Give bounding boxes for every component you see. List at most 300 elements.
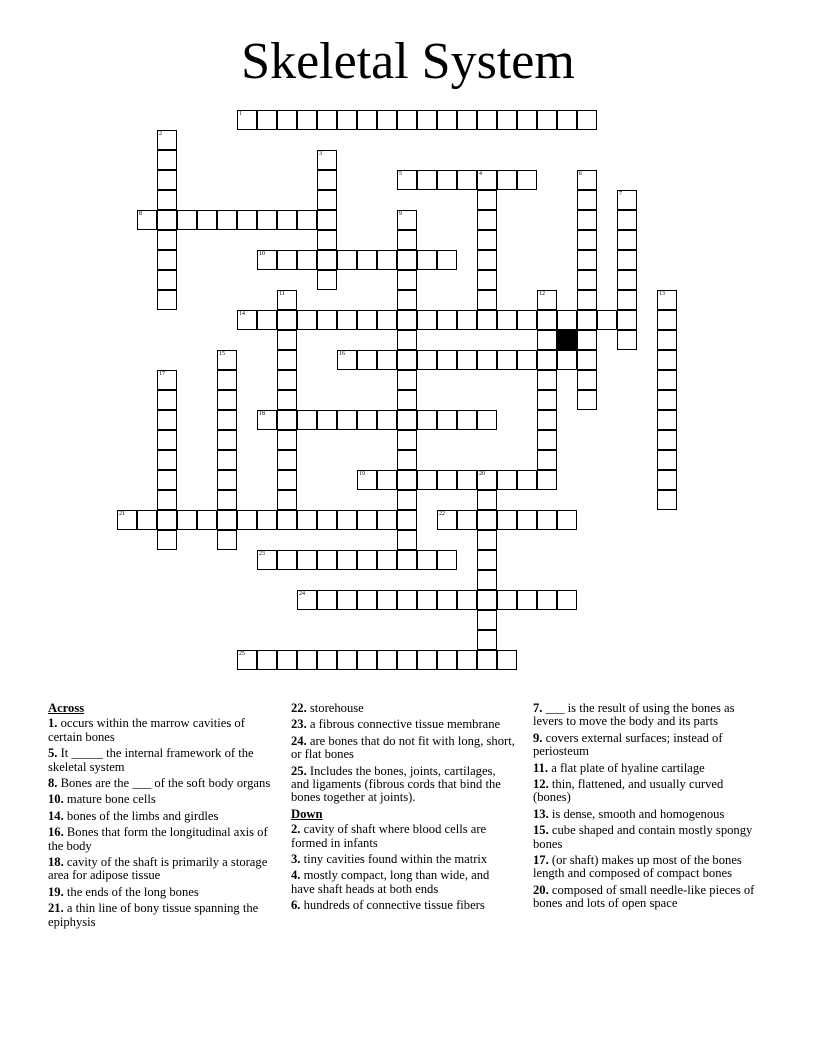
grid-cell[interactable] [297, 310, 317, 330]
grid-cell[interactable] [157, 390, 177, 410]
grid-cell[interactable] [317, 110, 337, 130]
grid-cell[interactable] [277, 650, 297, 670]
grid-cell[interactable] [257, 550, 277, 570]
grid-cell[interactable] [397, 590, 417, 610]
grid-cell[interactable] [557, 590, 577, 610]
across-clue [48, 717, 273, 744]
grid-cell[interactable] [157, 130, 177, 150]
grid-cell[interactable] [657, 470, 677, 490]
grid-cell[interactable] [457, 410, 477, 430]
grid-cell[interactable] [437, 410, 457, 430]
grid-cell[interactable] [297, 650, 317, 670]
grid-cell[interactable] [217, 430, 237, 450]
grid-cell[interactable] [397, 390, 417, 410]
grid-cell[interactable] [477, 270, 497, 290]
grid-cell[interactable] [417, 470, 437, 490]
grid-cell[interactable] [397, 270, 417, 290]
grid-cell[interactable] [297, 550, 317, 570]
clue-number-label: 4. [291, 868, 301, 883]
grid-cell[interactable] [417, 410, 437, 430]
grid-cell[interactable] [357, 510, 377, 530]
grid-cell[interactable] [277, 430, 297, 450]
grid-cell[interactable] [297, 410, 317, 430]
clue-text: tiny cavities found within the matrix [300, 852, 488, 867]
grid-cell[interactable] [157, 150, 177, 170]
grid-cell[interactable] [397, 330, 417, 350]
grid-cell[interactable] [277, 470, 297, 490]
grid-cell[interactable] [477, 610, 497, 630]
grid-cell[interactable] [577, 370, 597, 390]
grid-cell[interactable] [417, 110, 437, 130]
grid-cell[interactable] [657, 350, 677, 370]
grid-cell[interactable] [277, 410, 297, 430]
grid-cell[interactable] [397, 410, 417, 430]
grid-cell[interactable] [497, 170, 517, 190]
grid-cell[interactable] [317, 190, 337, 210]
grid-cell[interactable] [277, 330, 297, 350]
grid-cell[interactable] [657, 490, 677, 510]
grid-cell[interactable] [537, 370, 557, 390]
grid-cell[interactable] [497, 470, 517, 490]
grid-cell[interactable] [617, 210, 637, 230]
grid-cell[interactable] [657, 450, 677, 470]
grid-cell[interactable] [497, 350, 517, 370]
grid-cell[interactable] [317, 410, 337, 430]
grid-cell[interactable] [477, 190, 497, 210]
grid-cell[interactable] [577, 170, 597, 190]
grid-cell[interactable] [277, 510, 297, 530]
clue-number: 10 [259, 251, 265, 257]
across-heading: Across [48, 701, 85, 715]
grid-cell[interactable] [317, 550, 337, 570]
grid-cell[interactable] [157, 370, 177, 390]
clue-number-label: 1. [48, 716, 58, 731]
grid-cell[interactable] [277, 310, 297, 330]
grid-cell[interactable] [237, 510, 257, 530]
grid-cell[interactable] [157, 430, 177, 450]
grid-cell[interactable] [477, 570, 497, 590]
grid-cell[interactable] [477, 310, 497, 330]
grid-cell[interactable] [617, 230, 637, 250]
grid-cell[interactable] [617, 330, 637, 350]
clue-number-label: 23. [291, 717, 307, 732]
grid-cell[interactable] [557, 510, 577, 530]
grid-cell[interactable] [557, 350, 577, 370]
grid-cell[interactable] [397, 370, 417, 390]
clue-text: mature bone cells [63, 792, 156, 807]
grid-cell[interactable] [257, 650, 277, 670]
grid-cell[interactable] [317, 150, 337, 170]
grid-cell[interactable] [377, 410, 397, 430]
grid-cell[interactable] [577, 230, 597, 250]
grid-cell[interactable] [297, 210, 317, 230]
grid-cell[interactable] [437, 110, 457, 130]
grid-cell[interactable] [377, 310, 397, 330]
grid-cell[interactable] [657, 310, 677, 330]
grid-cell[interactable] [317, 590, 337, 610]
grid-cell[interactable] [497, 310, 517, 330]
grid-cell[interactable] [417, 650, 437, 670]
clue-text: is dense, smooth and homogenous [548, 806, 725, 821]
grid-cell[interactable] [537, 330, 557, 350]
clue-text: ___ is the result of using the bones as levers to move the body and its parts [533, 701, 735, 729]
grid-cell[interactable] [277, 250, 297, 270]
grid-cell[interactable] [437, 650, 457, 670]
grid-cell[interactable] [317, 650, 337, 670]
grid-cell[interactable] [217, 470, 237, 490]
grid-cell[interactable] [477, 630, 497, 650]
grid-cell[interactable] [397, 490, 417, 510]
grid-cell[interactable] [197, 510, 217, 530]
grid-cell[interactable] [437, 470, 457, 490]
grid-cell[interactable] [257, 510, 277, 530]
grid-cell[interactable] [157, 490, 177, 510]
grid-cell[interactable] [537, 390, 557, 410]
grid-cell[interactable] [377, 110, 397, 130]
grid-cell[interactable] [657, 410, 677, 430]
clue-text: covers external surfaces; instead of periosteum [533, 730, 723, 759]
grid-cell[interactable] [157, 450, 177, 470]
grid-cell[interactable] [477, 490, 497, 510]
grid-cell[interactable] [317, 210, 337, 230]
grid-cell[interactable] [277, 350, 297, 370]
grid-cell[interactable] [577, 250, 597, 270]
across-clue [291, 718, 516, 731]
down-clue [533, 854, 763, 881]
grid-cell[interactable] [517, 470, 537, 490]
clue-number-label: 19. [48, 884, 64, 899]
grid-cell[interactable] [477, 470, 497, 490]
grid-cell[interactable] [297, 510, 317, 530]
down-clue [291, 823, 516, 850]
grid-cell[interactable] [537, 450, 557, 470]
grid-cell[interactable] [517, 510, 537, 530]
grid-cell[interactable] [297, 590, 317, 610]
grid-cell[interactable] [577, 310, 597, 330]
clue-number: 2 [159, 131, 162, 137]
grid-cell[interactable] [477, 510, 497, 530]
grid-cell[interactable] [577, 350, 597, 370]
grid-cell[interactable] [397, 290, 417, 310]
grid-cell[interactable] [397, 350, 417, 370]
grid-cell[interactable] [277, 210, 297, 230]
grid-cell[interactable] [117, 510, 137, 530]
grid-cell[interactable] [477, 590, 497, 610]
grid-cell[interactable] [657, 370, 677, 390]
grid-cell[interactable] [437, 310, 457, 330]
grid-cell[interactable] [257, 110, 277, 130]
clue-text: are bones that do not fit with long, short, or flat bones [291, 733, 515, 762]
grid-cell[interactable] [317, 170, 337, 190]
grid-cell[interactable] [617, 290, 637, 310]
grid-cell[interactable] [457, 590, 477, 610]
grid-cell[interactable] [497, 510, 517, 530]
across-clue [48, 886, 273, 899]
grid-cell[interactable] [337, 650, 357, 670]
clue-text: bones of the limbs and girdles [63, 808, 219, 823]
grid-cell[interactable] [477, 550, 497, 570]
grid-cell[interactable] [517, 170, 537, 190]
clue-number-label: 17. [533, 853, 549, 868]
grid-cell[interactable] [257, 310, 277, 330]
grid-cell[interactable] [537, 590, 557, 610]
clue-number-label: 16. [48, 825, 64, 840]
grid-cell[interactable] [457, 350, 477, 370]
grid-cell[interactable] [337, 250, 357, 270]
grid-cell[interactable] [397, 550, 417, 570]
grid-cell[interactable] [477, 650, 497, 670]
grid-cell[interactable] [377, 650, 397, 670]
grid-cell[interactable] [217, 450, 237, 470]
grid-cell[interactable] [657, 390, 677, 410]
grid-cell[interactable] [477, 170, 497, 190]
grid-cell[interactable] [337, 510, 357, 530]
grid-cell[interactable] [377, 510, 397, 530]
grid-cell[interactable] [477, 230, 497, 250]
grid-cell[interactable] [237, 650, 257, 670]
grid-cell[interactable] [617, 250, 637, 270]
grid-cell[interactable] [157, 210, 177, 230]
grid-cell[interactable] [497, 110, 517, 130]
grid-cell[interactable] [537, 470, 557, 490]
grid-cell[interactable] [377, 550, 397, 570]
grid-cell[interactable] [397, 510, 417, 530]
grid-cell[interactable] [257, 410, 277, 430]
grid-cell[interactable] [217, 490, 237, 510]
clue-number: 14 [239, 311, 245, 317]
grid-cell[interactable] [357, 550, 377, 570]
grid-cell[interactable] [557, 310, 577, 330]
grid-cell[interactable] [577, 390, 597, 410]
grid-cell[interactable] [337, 590, 357, 610]
grid-cell[interactable] [337, 550, 357, 570]
grid-cell[interactable] [137, 510, 157, 530]
grid-cell[interactable] [397, 450, 417, 470]
grid-cell[interactable] [537, 290, 557, 310]
grid-cell[interactable] [337, 310, 357, 330]
clue-number-label: 13. [533, 806, 549, 821]
grid-cell[interactable] [517, 590, 537, 610]
grid-cell[interactable] [337, 410, 357, 430]
grid-cell[interactable] [317, 310, 337, 330]
grid-cell[interactable] [437, 550, 457, 570]
grid-cell[interactable] [277, 290, 297, 310]
grid-cell[interactable] [477, 110, 497, 130]
clue-number-label: 21. [48, 901, 64, 916]
grid-cell[interactable] [297, 250, 317, 270]
grid-cell[interactable] [417, 310, 437, 330]
grid-cell[interactable] [217, 390, 237, 410]
grid-cell[interactable] [517, 350, 537, 370]
grid-cell[interactable] [237, 210, 257, 230]
grid-cell[interactable] [317, 250, 337, 270]
down-clue [533, 778, 763, 805]
grid-cell[interactable] [657, 330, 677, 350]
grid-cell[interactable] [357, 410, 377, 430]
grid-cell[interactable] [277, 390, 297, 410]
grid-cell[interactable] [217, 370, 237, 390]
grid-cell[interactable] [237, 110, 257, 130]
clue-text: Includes the bones, joints, cartilages, and ligaments (fibrous cords that bind the bones together at joints). [291, 763, 501, 805]
grid-cell[interactable] [157, 170, 177, 190]
grid-cell[interactable] [377, 250, 397, 270]
grid-cell[interactable] [317, 230, 337, 250]
grid-cell[interactable] [377, 470, 397, 490]
grid-cell[interactable] [537, 410, 557, 430]
grid-cell[interactable] [517, 110, 537, 130]
clue-text: storehouse [306, 701, 364, 715]
grid-cell[interactable] [397, 430, 417, 450]
clue-number: 5 [399, 171, 402, 177]
grid-cell[interactable] [397, 530, 417, 550]
grid-cell[interactable] [477, 250, 497, 270]
grid-cell[interactable] [157, 190, 177, 210]
grid-cell[interactable] [337, 110, 357, 130]
clue-column-1 [48, 702, 273, 932]
grid-cell[interactable] [397, 650, 417, 670]
grid-cell[interactable] [357, 310, 377, 330]
grid-cell[interactable] [557, 110, 577, 130]
grid-cell[interactable] [577, 270, 597, 290]
grid-cell[interactable] [157, 410, 177, 430]
clue-text: a flat plate of hyaline cartilage [548, 760, 705, 775]
grid-cell[interactable] [457, 170, 477, 190]
grid-cell[interactable] [397, 170, 417, 190]
grid-cell[interactable] [537, 510, 557, 530]
clue-number-label: 18. [48, 855, 64, 870]
grid-cell[interactable] [417, 550, 437, 570]
grid-cell[interactable] [617, 270, 637, 290]
grid-cell[interactable] [357, 110, 377, 130]
grid-cell[interactable] [437, 250, 457, 270]
grid-cell[interactable] [537, 350, 557, 370]
grid-cell[interactable] [457, 310, 477, 330]
grid-cell[interactable] [497, 650, 517, 670]
grid-cell[interactable] [417, 590, 437, 610]
clue-number: 12 [539, 291, 545, 297]
clue-text: Bones that form the longitudinal axis of the body [48, 825, 268, 853]
grid-cell[interactable] [517, 310, 537, 330]
grid-cell[interactable] [157, 230, 177, 250]
grid-cell[interactable] [297, 110, 317, 130]
clue-number-label: 10. [48, 792, 64, 807]
clue-number: 16 [339, 351, 345, 357]
grid-cell[interactable] [397, 230, 417, 250]
grid-cell[interactable] [217, 350, 237, 370]
grid-cell[interactable] [577, 290, 597, 310]
grid-cell[interactable] [157, 270, 177, 290]
grid-cell[interactable] [577, 330, 597, 350]
clue-text: cavity of shaft where blood cells are formed in infants [291, 822, 487, 850]
grid-cell[interactable] [317, 510, 337, 530]
grid-cell[interactable] [417, 170, 437, 190]
grid-cell[interactable] [257, 210, 277, 230]
grid-cell[interactable] [457, 650, 477, 670]
grid-cell[interactable] [157, 290, 177, 310]
grid-cell[interactable] [477, 530, 497, 550]
clue-number-label: 11. [533, 760, 549, 775]
grid-cell[interactable] [397, 210, 417, 230]
grid-cell[interactable] [157, 250, 177, 270]
grid-cell[interactable] [357, 250, 377, 270]
grid-cell[interactable] [237, 310, 257, 330]
grid-cell[interactable] [477, 410, 497, 430]
grid-cell[interactable] [357, 590, 377, 610]
grid-cell[interactable] [357, 650, 377, 670]
grid-cell[interactable] [437, 350, 457, 370]
grid-cell[interactable] [617, 190, 637, 210]
grid-cell[interactable] [377, 350, 397, 370]
grid-cell[interactable] [657, 430, 677, 450]
grid-cell[interactable] [657, 290, 677, 310]
grid-cell[interactable] [537, 110, 557, 130]
grid-cell[interactable] [457, 110, 477, 130]
grid-cell[interactable] [417, 350, 437, 370]
grid-cell[interactable] [137, 210, 157, 230]
grid-cell[interactable] [577, 110, 597, 130]
grid-cell[interactable] [497, 590, 517, 610]
grid-cell[interactable] [457, 510, 477, 530]
grid-cell[interactable] [177, 510, 197, 530]
grid-cell[interactable] [217, 530, 237, 550]
clue-number-label: 25. [291, 763, 307, 778]
clue-number: 13 [659, 291, 665, 297]
across-clue [48, 826, 273, 853]
grid-cell[interactable] [157, 510, 177, 530]
grid-cell[interactable] [277, 550, 297, 570]
grid-cell[interactable] [617, 310, 637, 330]
grid-cell[interactable] [277, 490, 297, 510]
grid-cell[interactable] [437, 170, 457, 190]
grid-cell[interactable] [417, 250, 437, 270]
grid-cell[interactable] [337, 350, 357, 370]
grid-cell[interactable] [217, 510, 237, 530]
grid-cell[interactable] [537, 430, 557, 450]
grid-cell[interactable] [157, 530, 177, 550]
grid-cell[interactable] [457, 470, 477, 490]
grid-cell[interactable] [197, 210, 217, 230]
clue-number: 3 [319, 151, 322, 157]
grid-cell[interactable] [477, 350, 497, 370]
grid-cell[interactable] [477, 290, 497, 310]
grid-cell[interactable] [177, 210, 197, 230]
grid-cell[interactable] [597, 310, 617, 330]
grid-cell[interactable] [257, 250, 277, 270]
grid-cell[interactable] [397, 110, 417, 130]
grid-cell[interactable] [357, 350, 377, 370]
grid-cell[interactable] [397, 310, 417, 330]
grid-cell[interactable] [577, 190, 597, 210]
grid-cell[interactable] [277, 450, 297, 470]
across-clue [291, 735, 516, 762]
grid-cell[interactable] [357, 470, 377, 490]
grid-cell[interactable] [277, 110, 297, 130]
grid-cell[interactable] [437, 590, 457, 610]
grid-cell[interactable] [217, 210, 237, 230]
grid-cell[interactable] [317, 270, 337, 290]
grid-cell[interactable] [277, 370, 297, 390]
grid-cell[interactable] [437, 510, 457, 530]
grid-cell[interactable] [397, 250, 417, 270]
grid-cell[interactable] [537, 310, 557, 330]
grid-cell[interactable] [577, 210, 597, 230]
grid-cell[interactable] [217, 410, 237, 430]
grid-cell[interactable] [397, 470, 417, 490]
grid-cell[interactable] [377, 590, 397, 610]
clue-text: (or shaft) makes up most of the bones length and composed of compact bones [533, 853, 742, 881]
grid-cell[interactable] [157, 470, 177, 490]
grid-cell[interactable] [477, 210, 497, 230]
